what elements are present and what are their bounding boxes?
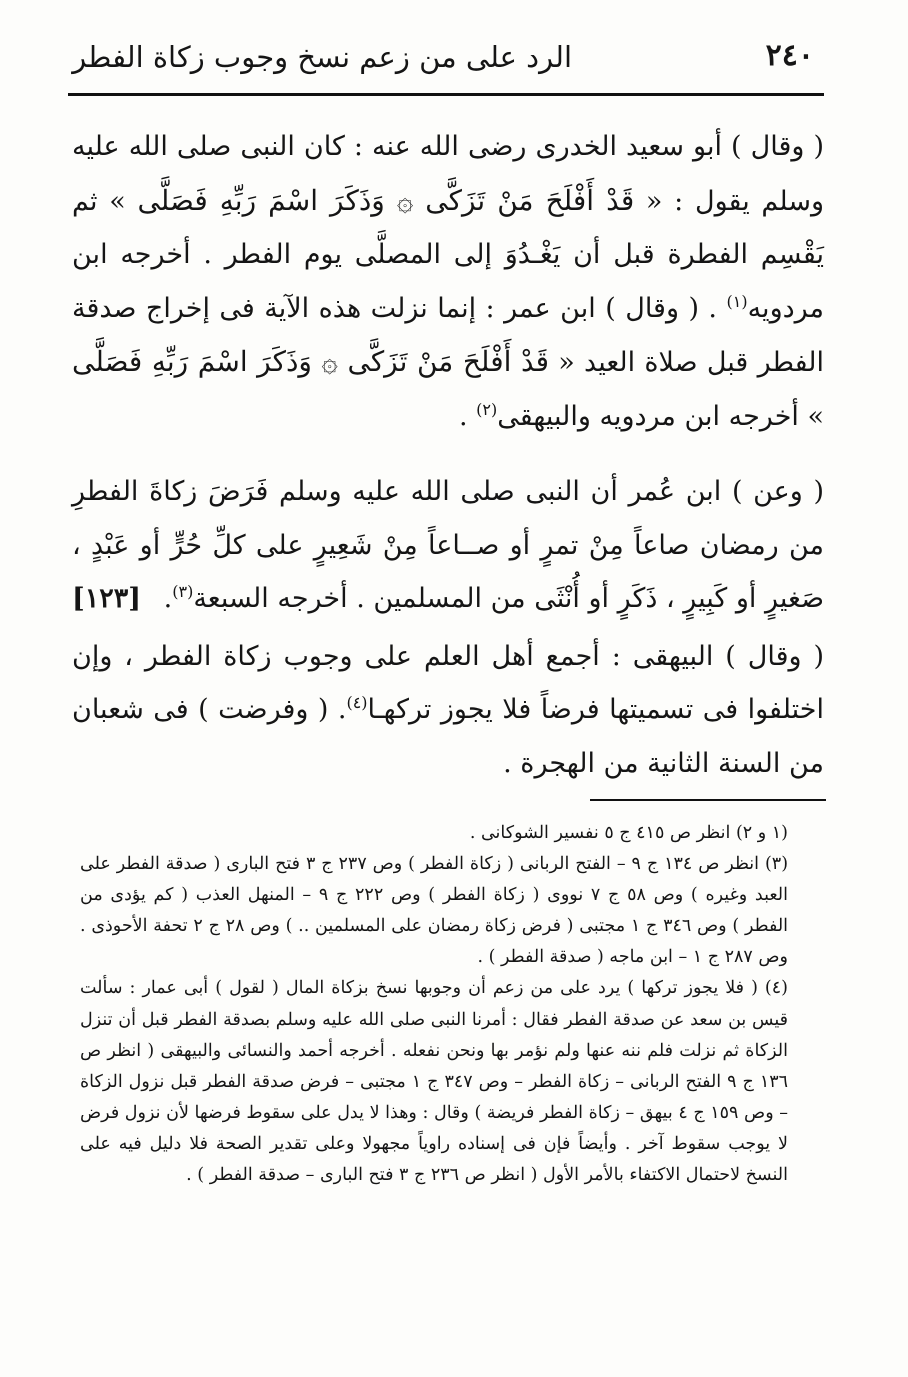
footnotes	[80, 818, 820, 1191]
paragraph-text: ( وقال ) أبو سعيد الخدرى رضى الله عنه : كان النبى صلى الله عليه وسلم يقول : «	[72, 131, 824, 217]
paragraph-text: » أخرجه ابن مردويه والبيهقى	[497, 400, 824, 432]
paragraph-text: . ( وفرضت ) فى شعبان من السنة الثانية من الهجرة .	[72, 694, 824, 779]
main-text	[72, 120, 824, 790]
footnote-ref: (٣)	[172, 582, 194, 601]
paragraph-text: . ( وقال ) ابن عمر : إنما نزلت هذه الآية فى إخراج صدقة الفطر قبل صلاة العيد «	[72, 292, 825, 378]
paragraph-text: » ثم يَقْسِم الفطرة قبل أن يَغْـدُوَ إلى المصلَّى يوم الفطر . أخرجه ابن مردويه	[72, 185, 824, 324]
paragraph-text: .	[163, 583, 173, 614]
quran-verse: قَدْ أَفْلَحَ مَنْ تَزَكَّى ۞ وَذَكَرَ اسْمَ رَبِّهِ فَصَلَّى	[72, 345, 550, 378]
footnote-ref: (٢)	[476, 399, 498, 419]
paragraph-1	[72, 120, 824, 443]
header-rule	[68, 93, 824, 96]
footnote-3: (٣) انظر ص ١٣٤ ج ٩ – الفتح الربانى ( زكاة الفطر ) وص ٢٣٧ ج ٣ فتح البارى ( صدقة الفطر على العبد وغيره ) وص ٥٨ ج ٧ نووى ( زكاة الفطر ) وص ٢٢٢ ج ٩ – المنهل العذب ( كم يؤدى من الفطر ) وص ٣٤٦ ج ١ مجتبى ( فرض زكاة رمضان على المسلمين .. ) وص ٢٨ ج ٢ تحفة الأحوذى . وص ٢٨٧ ج ١ – ابن ماجه ( صدقة الفطر ) .	[80, 854, 789, 968]
footnote-rule	[590, 799, 826, 801]
paragraph-2	[72, 465, 824, 626]
paragraph-3	[72, 630, 824, 791]
paragraph-text: ( وعن ) ابن عُمر أن النبى صلى الله عليه وسلم فَرَضَ زكاةَ الفطرِ من رمضان صاعاً مِنْ تمرٍ أو صــاعاً مِنْ شَعِيرٍ على كلِّ حُرٍّ أو عَبْدٍ ، صَغيرٍ أو كَبِيرٍ ، ذَكَرٍ أو أُنْثَى من المسلمين . أخرجه السبعة	[72, 476, 824, 614]
footnote-4: (٤) ( فلا يجوز تركها ) يرد على من زعم أن وجوبها نسخ بزكاة المال ( لقول ) أبى عمار : سألت قيس بن سعد عن صدقة الفطر فقال : أمرنا النبى صلى الله عليه وسلم بصدقة الفطر قبل أن تنزل الزكاة ثم نزلت فلم ننه عنها ولم نؤمر بها ونحن نفعله . أخرجه أحمد والنسائى والبيهقى ( انظر ص ١٣٦ ج ٩ الفتح الربانى – زكاة الفطر – وص ٣٤٧ ج ١ مجتبى – فرض صدقة الفطر قبل نزول الزكاة – وص ١٥٩ ج ٤ بيهق – زكاة الفطر فريضة ) وقال : وهذا لا يدل على سقوط فرضها لأن نزول فرض لا يوجب سقوط آخر . وأيضاً فإن فى إسناده راوياً مجهولا وعلى تقدير الصحة فلا دليل فيه على النسخ لاحتمال الاكتفاء بالأمر الأول ( انظر ص ٢٣٦ ج ٣ فتح البارى – صدقة الفطر ) .	[80, 978, 789, 1186]
running-title: الرد على من زعم نسخ وجوب زكاة الفطر	[72, 40, 572, 74]
footnote-ref: (١)	[726, 291, 748, 311]
hadith-number: [١٢٣]	[72, 583, 142, 614]
page-number: ٢٤٠	[765, 38, 814, 73]
footnote-ref: (٤)	[346, 693, 368, 712]
page-header	[66, 28, 828, 90]
quran-verse: قَدْ أَفْلَحَ مَنْ تَزَكَّى ۞ وَذَكَرَ اسْمَ رَبِّهِ فَصَلَّى	[137, 183, 635, 217]
footnote-1-2: (١ و ٢) انظر ص ٤١٥ ج ٥ نفسير الشوكانى .	[469, 823, 788, 843]
paragraph-text: ( وقال ) البيهقى : أجمع أهل العلم على وجوب زكاة الفطر ، وإن اختلفوا فى تسميتها فرضاً فلا يجوز تركهـا	[72, 640, 824, 725]
paragraph-text: .	[458, 400, 477, 432]
